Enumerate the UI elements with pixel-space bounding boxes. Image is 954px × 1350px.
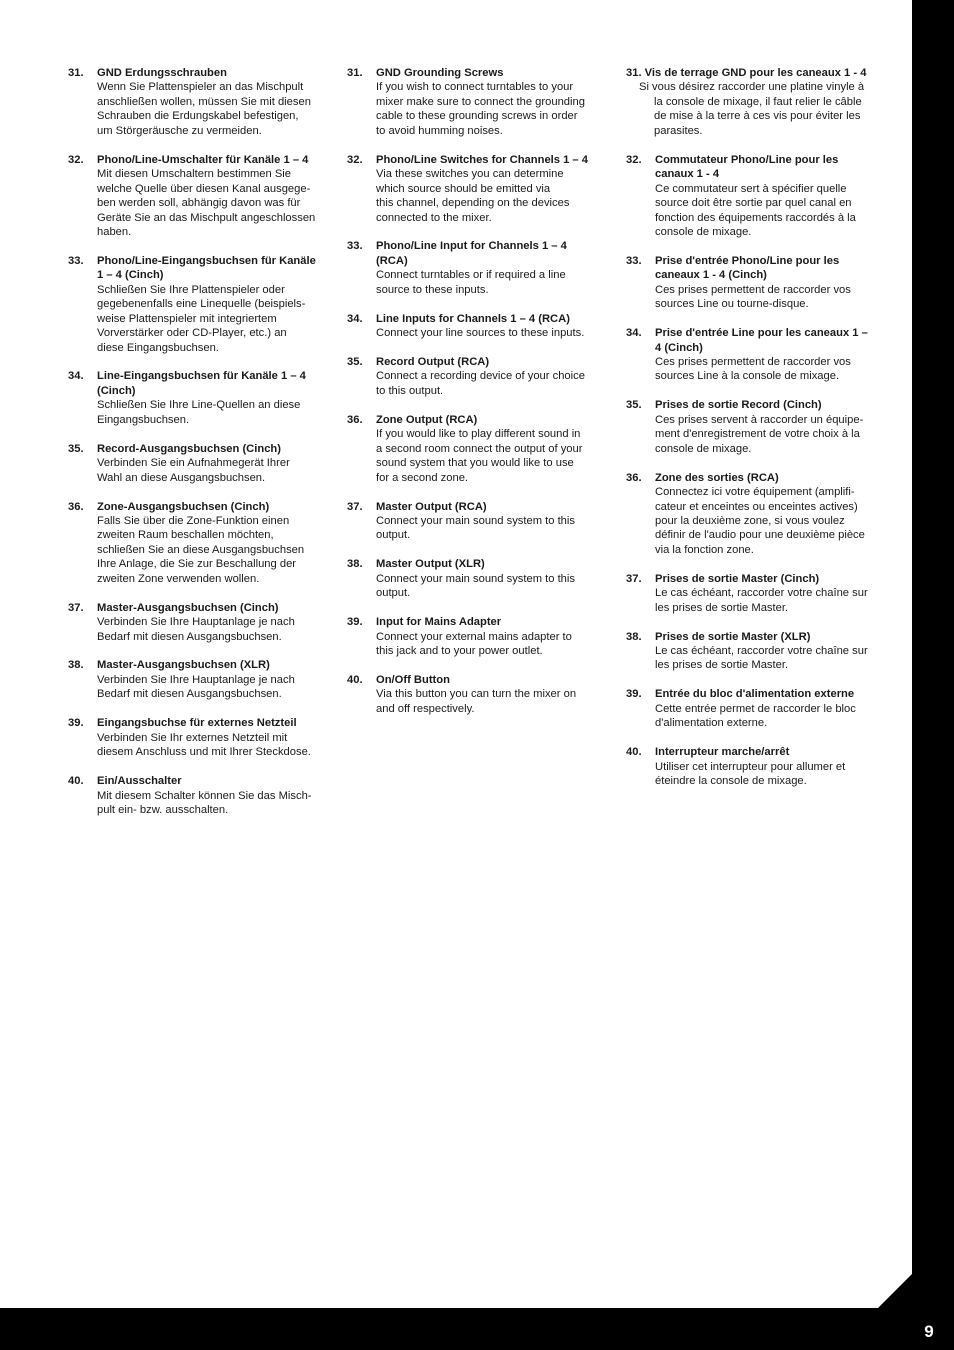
list-item <box>68 601 330 644</box>
item-number: 37. <box>347 500 363 513</box>
item-title: Record-Ausgangsbuchsen (Cinch) <box>97 442 281 455</box>
item-number: 40. <box>347 673 363 686</box>
item-body: Mit diesem Schalter können Sie das Misch- pult ein- bzw. ausschalten. <box>97 789 312 816</box>
item-title: Ein/Ausschalter <box>97 775 182 788</box>
page-number: 9 <box>924 1322 934 1341</box>
item-body: If you would like to play different sound in a second room connect the output of your sound system that you would like to use for a second zone. <box>376 428 583 484</box>
item-body: Connect your external mains adapter to this jack and to your power outlet. <box>376 630 572 657</box>
list-item <box>68 153 330 240</box>
item-body: Connect your line sources to these inputs. <box>376 327 585 340</box>
list-item <box>347 557 609 600</box>
list-item <box>626 572 888 615</box>
list-item <box>626 153 888 240</box>
item-number: 33. <box>626 254 642 267</box>
page-corner-notch <box>878 1274 912 1308</box>
german-column <box>68 66 330 832</box>
item-title: Entrée du bloc d'alimentation externe <box>655 688 855 701</box>
list-item <box>626 630 888 673</box>
item-number: 33. <box>68 254 84 267</box>
item-title: Master-Ausgangsbuchsen (XLR) <box>97 659 270 672</box>
item-body: Verbinden Sie Ihr externes Netzteil mit diesem Anschluss und mit Ihrer Steckdose. <box>97 731 311 759</box>
item-body: Ce commutateur sert à spécifier quelle source doit être sortie par quel canal en fonction des équipements raccordés à la console de mixage. <box>655 182 856 238</box>
item-body: Via these switches you can determine which source should be emitted via this channel, depending on the devices connected to the mixer. <box>376 168 570 224</box>
item-body: Connect your main sound system to this output. <box>376 572 575 600</box>
item-number: 39. <box>68 717 84 730</box>
item-body: Ces prises permettent de raccorder vos sources Line à la console de mixage. <box>655 356 851 383</box>
item-title: Eingangsbuchse für externes Netzteil <box>97 717 297 730</box>
item-number: 36. <box>626 471 642 484</box>
list-item <box>626 398 888 456</box>
item-title: Zone Output (RCA) <box>376 413 478 426</box>
item-number: 39. <box>626 688 642 701</box>
item-title: Phono/Line Switches for Channels 1 – 4 <box>376 153 588 166</box>
item-number: 38. <box>68 659 84 672</box>
item-number: 35. <box>68 442 84 455</box>
item-body: Ces prises servent à raccorder un équipe- ment d'enregistrement de votre choix à la console de mixage. <box>655 413 864 455</box>
item-title: GND Grounding Screws <box>376 67 504 79</box>
item-number: 31. <box>347 67 363 79</box>
item-number: 32. <box>347 153 363 166</box>
item-body: Schließen Sie Ihre Line-Quellen an diese Eingangsbuchsen. <box>97 399 301 426</box>
item-body: Connectez ici votre équipement (amplifi- cateur et enceintes ou enceintes actives) pour la deuxième zone, si vous voulez définir de l'audio pour une deuxième pièce via la fonction zone. <box>655 486 865 556</box>
item-title: Phono/Line-Umschalter für Kanäle 1 – 4 <box>97 153 309 166</box>
list-item <box>347 153 609 225</box>
item-number: 35. <box>347 356 363 368</box>
item-number: 40. <box>68 775 84 788</box>
item-body: Le cas échéant, raccorder votre chaîne sur les prises de sortie Master. <box>655 645 868 672</box>
item-body: If you wish to connect turntables to your mixer make sure to connect the grounding cable to these grounding screws in order to avoid humming noises. <box>376 81 585 137</box>
item-title: Phono/Line Input for Channels 1 – 4 (RCA) <box>376 240 567 267</box>
list-item <box>626 471 888 558</box>
item-number: 38. <box>347 558 363 571</box>
item-number: 35. <box>626 399 642 412</box>
item-body: Connect your main sound system to this output. <box>376 514 575 542</box>
item-body: Verbinden Sie Ihre Hauptanlage je nach Bedarf mit diesen Ausgangsbuchsen. <box>97 673 295 701</box>
item-body: Verbinden Sie Ihre Hauptanlage je nach Bedarf mit diesen Ausgangsbuchsen. <box>97 616 295 643</box>
list-item <box>347 413 609 485</box>
list-item <box>68 254 330 355</box>
item-title: Prises de sortie Record (Cinch) <box>655 399 822 412</box>
page-edge-bar <box>912 0 954 1350</box>
item-number: 31. <box>68 67 84 79</box>
item-title: Input for Mains Adapter <box>376 616 502 629</box>
list-item <box>347 615 609 658</box>
item-title: Commutateur Phono/Line pour les canaux 1 - 4 <box>655 153 839 181</box>
item-body: Schließen Sie Ihre Plattenspieler oder gegebenenfalls eine Linequelle (beispiels- weise Plattenspieler mit integriertem Vorverstärker oder CD-Player, etc.) an diese Eingangsbuchsen. <box>97 283 306 354</box>
list-item <box>68 774 330 817</box>
item-body: Utiliser cet interrupteur pour allumer et éteindre la console de mixage. <box>655 760 846 788</box>
item-title: Prise d'entrée Phono/Line pour les caneaux 1 - 4 (Cinch) <box>655 254 840 282</box>
list-item <box>68 500 330 587</box>
item-body: Ces prises permettent de raccorder vos sources Line ou tourne-disque. <box>655 283 851 311</box>
item-body: Le cas échéant, raccorder votre chaîne sur les prises de sortie Master. <box>655 587 868 614</box>
item-title: Prise d'entrée Line pour les caneaux 1 – 4 (Cinch) <box>655 327 868 354</box>
item-number: 32. <box>68 153 84 166</box>
list-item <box>626 326 888 384</box>
item-number: 39. <box>347 616 363 629</box>
item-number: 37. <box>626 572 642 585</box>
item-body: Connect turntables or if required a line source to these inputs. <box>376 269 566 296</box>
item-title: On/Off Button <box>376 673 450 686</box>
list-item <box>347 673 609 716</box>
item-number: 32. <box>626 153 642 166</box>
item-title: 31. Vis de terrage GND pour les caneaux 1 - 4 <box>626 67 867 79</box>
item-number: 40. <box>626 746 642 759</box>
item-title: Line Inputs for Channels 1 – 4 (RCA) <box>376 312 570 325</box>
list-item <box>68 716 330 759</box>
page-footer-bar <box>0 1308 954 1350</box>
list-item <box>347 66 609 138</box>
list-item <box>626 687 888 730</box>
item-title: Master Output (XLR) <box>376 558 485 571</box>
item-body: Connect a recording device of your choice to this output. <box>376 370 585 397</box>
item-title: Phono/Line-Eingangsbuchsen für Kanäle 1 – 4 (Cinch) <box>97 254 316 282</box>
item-number: 36. <box>347 413 363 426</box>
list-item <box>68 658 330 701</box>
english-column <box>347 66 609 731</box>
list-item <box>347 312 609 341</box>
item-number: 38. <box>626 630 642 643</box>
item-title: Record Output (RCA) <box>376 356 490 368</box>
item-body: Mit diesen Umschaltern bestimmen Sie welche Quelle über diesen Kanal ausgege- ben werden soll, abhängig davon was für Geräte Sie an das Mischpult angeschlossen haben. <box>97 168 316 238</box>
item-title: Prises de sortie Master (Cinch) <box>655 572 820 585</box>
item-body: Verbinden Sie ein Aufnahmegerät Ihrer Wahl an diese Ausgangsbuchsen. <box>97 457 290 484</box>
list-item <box>347 500 609 543</box>
item-title: Line-Eingangsbuchsen für Kanäle 1 – 4 (Cinch) <box>97 370 306 397</box>
item-number: 34. <box>68 370 84 383</box>
item-title: Master Output (RCA) <box>376 500 487 513</box>
item-title: Interrupteur marche/arrêt <box>655 746 790 759</box>
item-number: 36. <box>68 500 84 513</box>
list-item <box>626 745 888 788</box>
item-body: Cette entrée permet de raccorder le bloc d'alimentation externe. <box>655 702 856 730</box>
item-body: Falls Sie über die Zone-Funktion einen zweiten Raum beschallen möchten, schließen Sie an diese Ausgangsbuchsen Ihre Anlage, die Sie zur Beschallung der zweiten Zone verwenden wollen. <box>97 514 305 585</box>
list-item <box>626 66 888 138</box>
item-body: Via this button you can turn the mixer on and off respectively. <box>376 688 577 715</box>
french-column <box>626 66 888 803</box>
item-title: GND Erdungsschrauben <box>97 67 227 79</box>
item-title: Prises de sortie Master (XLR) <box>655 630 811 643</box>
list-item <box>68 66 330 138</box>
item-number: 34. <box>626 327 642 340</box>
item-number: 37. <box>68 601 84 614</box>
item-title: Zone des sorties (RCA) <box>655 471 779 484</box>
item-body: Wenn Sie Plattenspieler an das Mischpult anschließen wollen, müssen Sie mit diesen Schrauben die Erdungskabel befestigen, um Störgeräusche zu vermeiden. <box>97 81 311 137</box>
list-item <box>347 355 609 398</box>
list-item <box>626 254 888 312</box>
item-number: 34. <box>347 312 363 325</box>
item-number: 33. <box>347 240 363 253</box>
list-item <box>347 239 609 297</box>
item-body: Si vous désirez raccorder une platine vinyle à la console de mixage, il faut relier le câble de mise à la terre à ces vis pour éviter les parasites. <box>639 81 865 137</box>
list-item <box>68 442 330 485</box>
item-title: Zone-Ausgangsbuchsen (Cinch) <box>97 500 270 513</box>
item-title: Master-Ausgangsbuchsen (Cinch) <box>97 601 279 614</box>
list-item <box>68 369 330 427</box>
